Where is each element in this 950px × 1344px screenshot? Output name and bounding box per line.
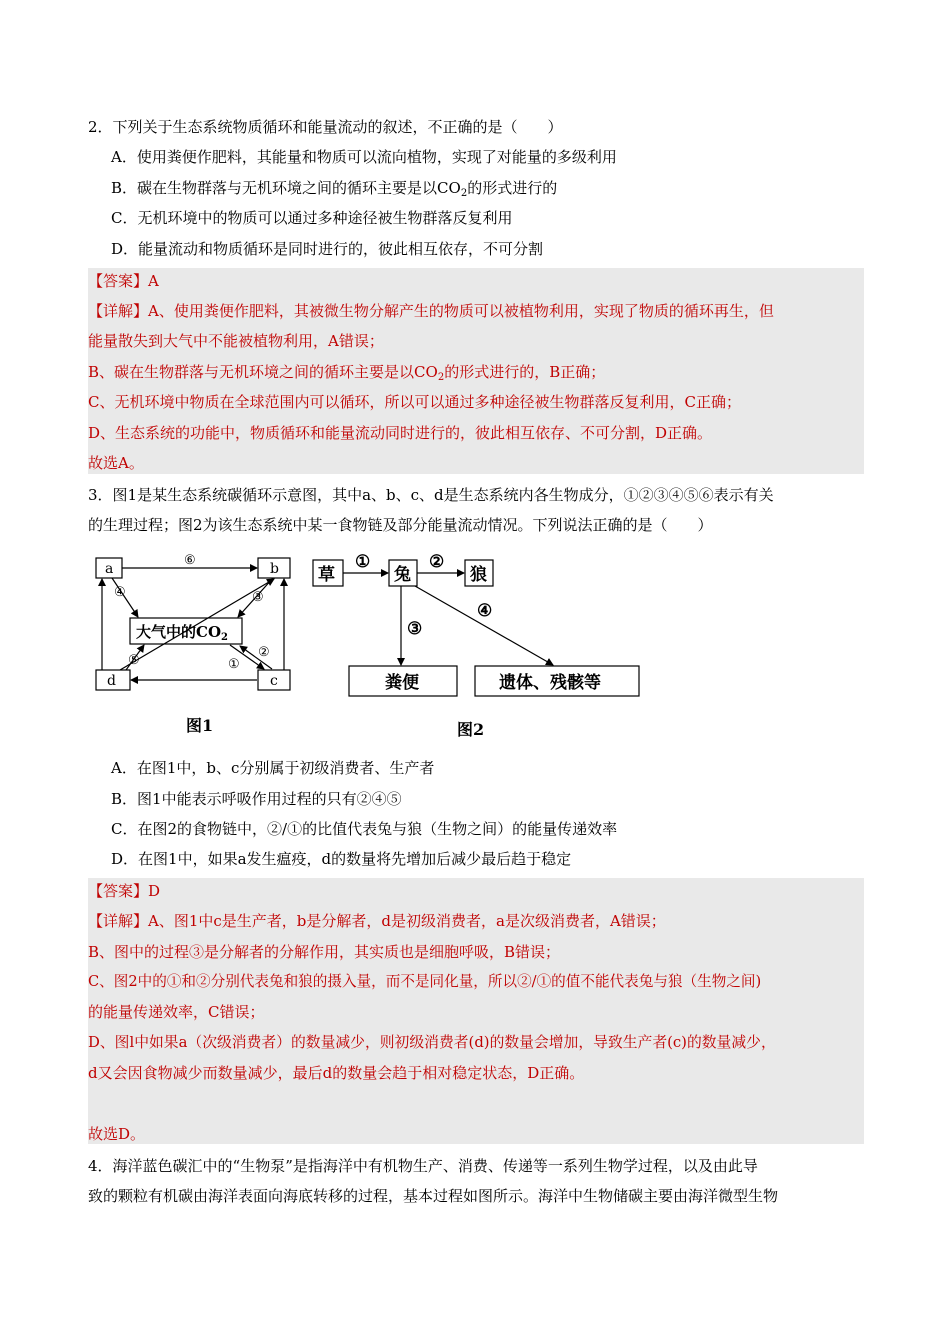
q2-detail-line: 故选A。 bbox=[88, 454, 144, 472]
q3-detail-line: 【详解】A、图1中c是生产者，b是分解者，d是初级消费者，a是次级消费者，A错误； bbox=[88, 912, 666, 930]
q3-detail-line: B、图中的过程③是分解者的分解作用，其实质也是细胞呼吸，B错误； bbox=[88, 943, 561, 961]
q3-stem: 3．图1是某生态系统碳循环示意图，其中a、b、c、d是生态系统内各生物成分，①②③④⑤⑥表示有关 bbox=[88, 486, 774, 504]
q2-detail-line: B、碳在生物群落与无机环境之间的循环主要是以$CO_2$的形式进行的，B正确； bbox=[88, 363, 606, 383]
fig2-label-wolf: 狼 bbox=[470, 565, 487, 585]
q3-detail-line: D、图l中如果a（次级消费者）的数量减少，则初级消费者(d)的数量会增加，导致生产者(c)的数量减少， bbox=[88, 1034, 776, 1051]
fig2-label-feces: 粪便 bbox=[385, 673, 419, 693]
fig2-num-3: ③ bbox=[407, 619, 423, 639]
fig2-num-4: ④ bbox=[477, 601, 493, 621]
fig1-num-6: ⑥ bbox=[184, 553, 196, 568]
q3-detail-line: 的能量传递效率，C错误； bbox=[88, 1003, 265, 1021]
q2-option-c[interactable]: C．无机环境中的物质可以通过多种途径被生物群落反复利用 bbox=[111, 209, 513, 227]
q3-detail-line: 故选D。 bbox=[88, 1125, 146, 1143]
q2-detail-line: 【详解】A、使用粪便作肥料，其被微生物分解产生的物质可以被植物利用，实现了物质的循环再生，但 bbox=[88, 302, 774, 320]
q2-option-a[interactable]: A．使用粪便作肥料，其能量和物质可以流向植物，实现了对能量的多级利用 bbox=[111, 148, 617, 166]
q3-detail-line: C、图2中的①和②分别代表兔和狼的摄入量，而不是同化量，所以②/①的值不能代表兔与狼（生物之间) bbox=[88, 973, 762, 990]
q3-option-a[interactable]: A．在图1中，b、c分别属于初级消费者、生产者 bbox=[111, 759, 435, 777]
fig1-label-co2: 大气中的$CO_2$ bbox=[136, 623, 228, 643]
fig2-label-remains: 遗体、残骸等 bbox=[499, 673, 601, 693]
q3-option-d[interactable]: D．在图1中，如果a发生瘟疫，d的数量将先增加后减少最后趋于稳定 bbox=[111, 850, 572, 868]
fig2-label-grass: 草 bbox=[318, 565, 335, 585]
q3-option-b[interactable]: B．图1中能表示呼吸作用过程的只有②④⑤ bbox=[111, 790, 402, 808]
q2-answer: 【答案】A bbox=[88, 272, 159, 290]
fig1-label-b: b bbox=[270, 561, 279, 577]
fig2-num-1: ① bbox=[355, 552, 371, 572]
q2-detail-line: C、无机环境中物质在全球范围内可以循环，所以可以通过多种途径被生物群落反复利用，C正确； bbox=[88, 393, 741, 411]
fig1-label-a: a bbox=[105, 561, 114, 577]
fig2-food-chain-diagram bbox=[305, 548, 650, 743]
q4-stem: 致的颗粒有机碳由海洋表面向海底转移的过程，基本过程如图所示。海洋中生物储碳主要由海洋微型生物 bbox=[88, 1187, 779, 1205]
fig1-num-2: ② bbox=[258, 645, 270, 660]
q2-detail-line: 能量散失到大气中不能被植物利用，A错误； bbox=[88, 332, 384, 350]
fig1-label-d: d bbox=[107, 673, 116, 689]
q3-answer: 【答案】D bbox=[88, 882, 161, 900]
q2-stem: 2．下列关于生态系统物质循环和能量流动的叙述，不正确的是（ ） bbox=[88, 118, 563, 136]
q4-stem: 4．海洋蓝色碳汇中的“生物泵”是指海洋中有机物生产、消费、传递等一系列生物学过程，以及由此导 bbox=[88, 1157, 758, 1175]
q3-detail-line: d又会因食物减少而数量减少，最后d的数量会趋于相对稳定状态，D正确。 bbox=[88, 1064, 585, 1082]
fig2-label-rabbit: 兔 bbox=[394, 565, 411, 585]
fig1-caption: 图1 bbox=[186, 716, 214, 735]
fig1-label-c: c bbox=[270, 673, 278, 689]
fig2-arrow-rabbit-to-remains bbox=[415, 586, 553, 665]
fig1-num-5: ⑤ bbox=[128, 653, 140, 668]
q3-option-c[interactable]: C．在图2的食物链中，②/①的比值代表兔与狼（生物之间）的能量传递效率 bbox=[111, 820, 618, 838]
fig1-carbon-cycle-diagram bbox=[88, 548, 308, 743]
q2-detail-line: D、生态系统的功能中，物质循环和能量流动同时进行的，彼此相互依存、不可分割，D正确。 bbox=[88, 424, 713, 442]
fig2-caption: 图2 bbox=[457, 720, 485, 739]
q2-option-d[interactable]: D．能量流动和物质循环是同时进行的，彼此相互依存，不可分割 bbox=[111, 240, 544, 258]
fig1-num-3: ③ bbox=[252, 590, 264, 605]
fig2-num-2: ② bbox=[429, 552, 445, 572]
fig1-num-4: ④ bbox=[114, 585, 126, 600]
q3-stem: 的生理过程；图2为该生态系统中某一食物链及部分能量流动情况。下列说法正确的是（ ） bbox=[88, 516, 713, 534]
fig1-num-1: ① bbox=[228, 657, 240, 672]
q2-option-b[interactable]: B．碳在生物群落与无机环境之间的循环主要是以$CO_2$的形式进行的 bbox=[111, 179, 558, 199]
